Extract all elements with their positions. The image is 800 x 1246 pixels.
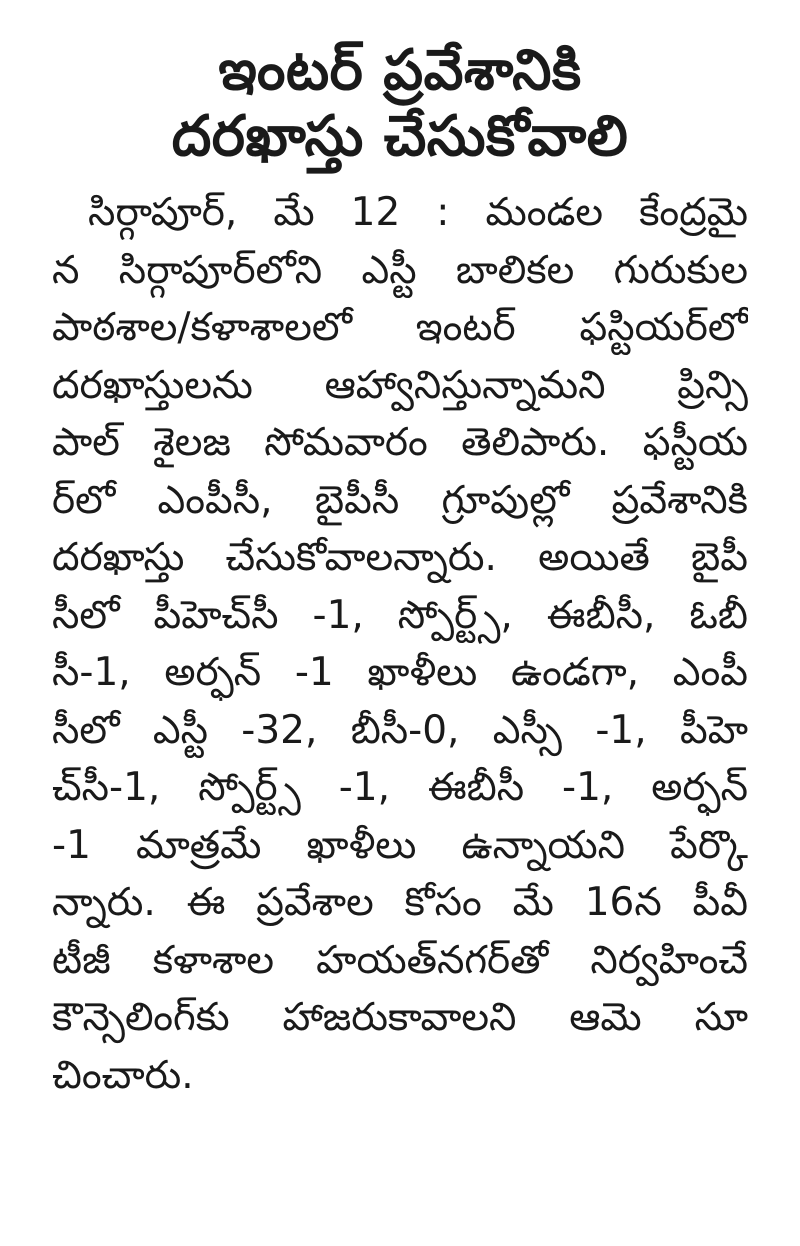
article-body xyxy=(52,184,748,1104)
article-headline xyxy=(52,38,748,170)
body-line: న సిర్గాపూర్‌లోని ఎస్టీ బాలికల గురుకుల xyxy=(52,247,748,293)
body-line: చించారు. xyxy=(52,1052,194,1098)
body-line: న్నారు. ఈ ప్రవేశాల కోసం మే 16న పీవీ xyxy=(52,880,748,925)
body-line: టీజీ కళాశాల హయత్‌నగర్‌తో నిర్వహించే xyxy=(52,937,748,983)
body-line: సిర్గాపూర్, మే 12 : మండల కేంద్రమై xyxy=(88,190,748,235)
body-line: చ్‌సీ-1, స్పోర్ట్స్ -1, ఈబీసీ -1, అర్ఫన్ xyxy=(52,765,748,810)
body-line: దరఖాస్తు చేసుకోవాలన్నారు. అయితే బైపీ xyxy=(52,535,748,580)
body-line: -1 మాత్రమే ఖాళీలు ఉన్నాయని పేర్కొ xyxy=(52,822,748,868)
body-line: పాల్ శైలజ సోమవారం తెలిపారు. ఫస్టీయ xyxy=(52,420,748,465)
headline-line-2: దరఖాస్తు చేసుకోవాలి xyxy=(171,104,629,169)
body-line: కౌన్సెలింగ్‌కు హాజరుకావాలని ఆమె సూ xyxy=(52,995,748,1040)
headline-line-1: ఇంటర్ ప్రవేశానికి xyxy=(218,38,582,103)
body-line: సీలో ఎస్టీ -32, బీసీ-0, ఎస్సీ -1, పీహె xyxy=(52,707,748,753)
body-line: పాఠశాల/కళాశాలలో ఇంటర్ ఫస్టియర్‌లో xyxy=(52,305,748,350)
body-line: సీలో పీహెచ్‌సీ -1, స్పోర్ట్స్, ఈబీసీ, ఓబీ xyxy=(52,592,748,638)
body-line: ర్‌లో ఎంపీసీ, బైపీసీ గ్రూపుల్లో ప్రవేశానికి xyxy=(52,477,748,523)
body-line: సీ-1, అర్ఫన్ -1 ఖాళీలు ఉండగా, ఎంపీ xyxy=(52,650,748,695)
body-line: దరఖాస్తులను ఆహ్వానిస్తున్నామని ప్రిన్సి xyxy=(52,362,748,408)
